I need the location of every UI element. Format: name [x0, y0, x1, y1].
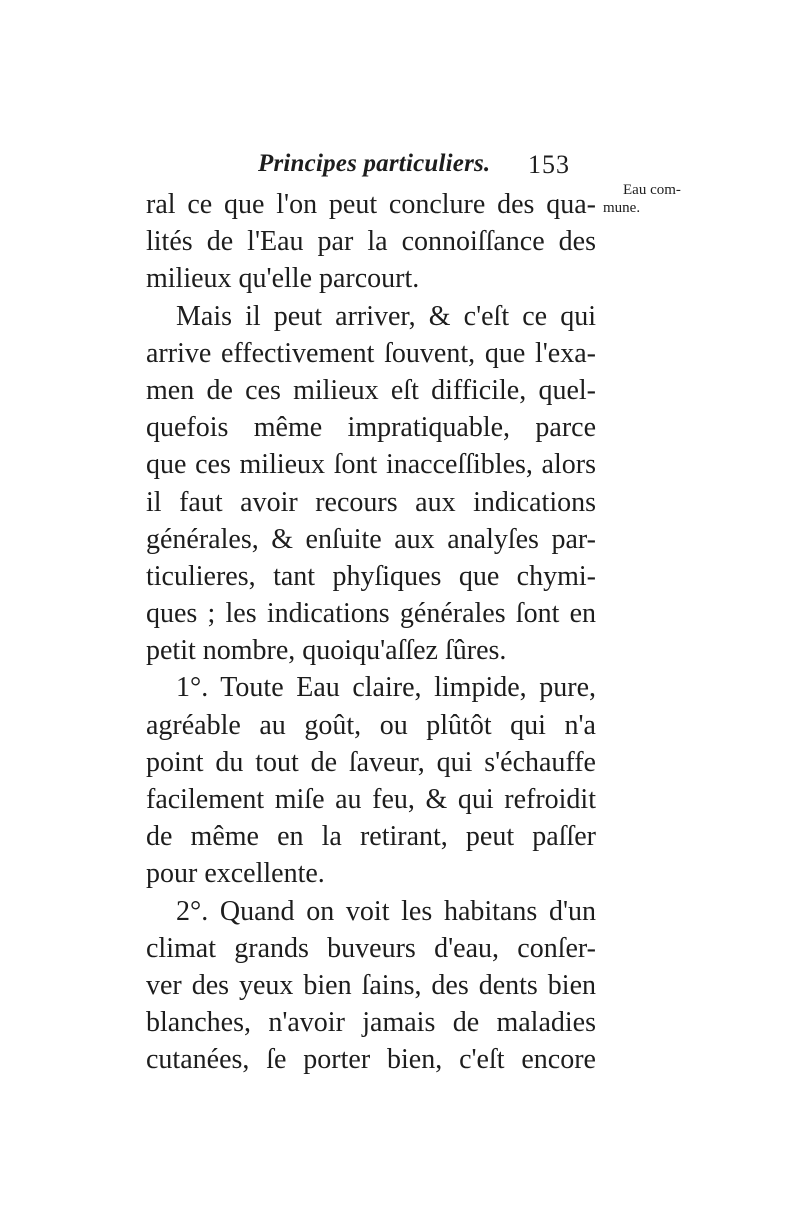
text-line: arrive effectivement ſouvent, que l'exa- [146, 337, 596, 369]
margin-note [603, 181, 681, 217]
text-line: quefois même impratiquable, parce [146, 412, 596, 444]
text-line: blanches, n'avoir jamais de maladies [146, 1007, 596, 1039]
text-line: agréable au goût, ou plûtôt qui n'a [146, 709, 596, 741]
text-line: 2°. Quand on voit les habitans d'un [176, 895, 596, 927]
margin-note-line: mune. [603, 200, 641, 216]
text-line: il faut avoir recours aux indications [146, 486, 596, 518]
body-text [146, 186, 596, 1079]
text-line: milieux qu'elle parcourt. [146, 263, 420, 295]
text-line: men de ces milieux eſt difficile, quel- [146, 374, 596, 406]
text-line: générales, & enſuite aux analyſes par- [146, 523, 596, 555]
text-line: climat grands buveurs d'eau, conſer- [146, 932, 596, 964]
page-number: 153 [528, 150, 570, 179]
text-line: ver des yeux bien ſains, des dents bien [146, 969, 596, 1001]
text-line: de même en la retirant, peut paſſer [146, 821, 596, 853]
text-line: cutanées, ſe porter bien, c'eſt encore [146, 1044, 596, 1076]
text-line: ques ; les indications générales ſont en [146, 598, 596, 630]
text-line: point du tout de ſaveur, qui s'échauffe [146, 746, 596, 778]
text-line: ticulieres, tant phyſiques que chymi- [146, 560, 596, 592]
text-line: que ces milieux ſont inacceſſibles, alors [146, 449, 596, 481]
running-title: Principes particuliers. [258, 150, 491, 177]
text-line: lités de l'Eau par la connoiſſance des [146, 226, 596, 258]
text-line: facilement miſe au feu, & qui refroidit [146, 784, 596, 815]
text-line: Mais il peut arriver, & c'eſt ce qui [176, 300, 596, 332]
text-line: pour excellente. [146, 858, 325, 890]
text-line: 1°. Toute Eau claire, limpide, pure, [176, 672, 596, 704]
text-line: ral ce que l'on peut conclure des qua- [146, 189, 596, 220]
margin-note-line: Eau com- [623, 182, 681, 198]
text-line: petit nombre, quoiqu'aſſez ſûres. [146, 635, 507, 667]
